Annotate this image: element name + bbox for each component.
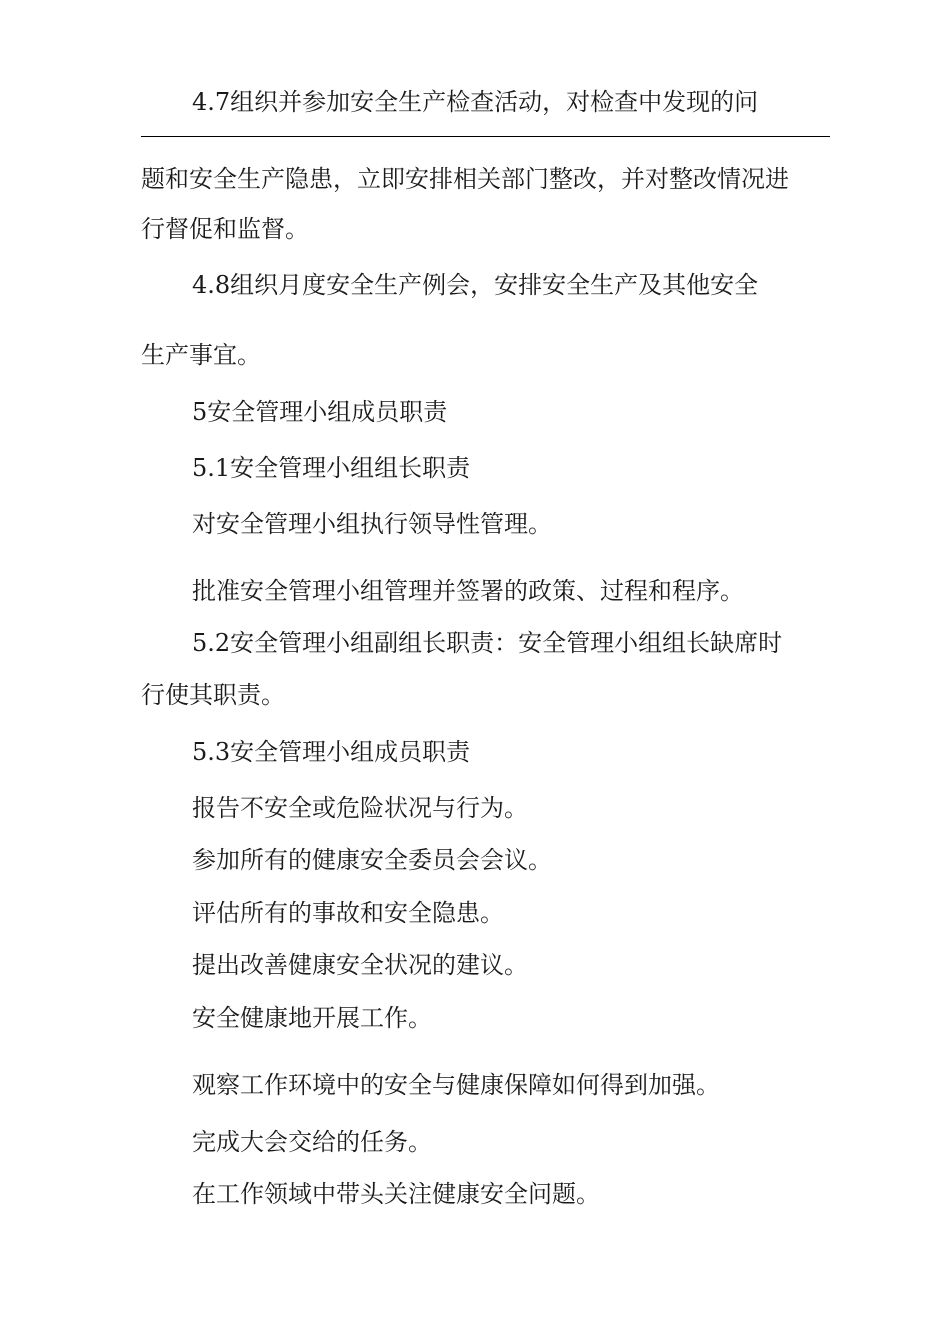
section-5-heading: 5安全管理小组成员职责 xyxy=(192,398,448,426)
section-5-3-item-6: 观察工作环境中的安全与健康保障如何得到加强。 xyxy=(192,1071,720,1099)
section-5-1-item-1: 对安全管理小组执行领导性管理。 xyxy=(192,510,552,538)
section-5-3-item-2: 参加所有的健康安全委员会会议。 xyxy=(192,846,552,874)
section-5-3-heading: 5.3安全管理小组成员职责 xyxy=(192,738,471,766)
horizontal-rule xyxy=(141,136,830,137)
paragraph-4-7-line-2: 题和安全生产隐患，立即安排相关部门整改，并对整改情况进 xyxy=(141,165,789,193)
section-5-2-line-1: 5.2安全管理小组副组长职责：安全管理小组组长缺席时 xyxy=(192,629,783,657)
paragraph-4-7-line-3: 行督促和监督。 xyxy=(141,215,309,243)
section-5-2-line-2: 行使其职责。 xyxy=(141,681,285,709)
paragraph-4-7-line-1: 4.7组织并参加安全生产检查活动，对检查中发现的问 xyxy=(192,88,759,116)
section-5-3-item-1: 报告不安全或危险状况与行为。 xyxy=(192,794,528,822)
section-5-3-item-5: 安全健康地开展工作。 xyxy=(192,1004,432,1032)
section-5-1-heading: 5.1安全管理小组组长职责 xyxy=(192,454,471,482)
paragraph-4-8-line-2: 生产事宜。 xyxy=(141,341,261,369)
section-5-3-item-4: 提出改善健康安全状况的建议。 xyxy=(192,951,528,979)
section-5-3-item-7: 完成大会交给的任务。 xyxy=(192,1128,432,1156)
section-5-1-item-2: 批准安全管理小组管理并签署的政策、过程和程序。 xyxy=(192,577,744,605)
section-5-3-item-8: 在工作领域中带头关注健康安全问题。 xyxy=(192,1180,600,1208)
section-5-3-item-3: 评估所有的事故和安全隐患。 xyxy=(192,899,504,927)
paragraph-4-8-line-1: 4.8组织月度安全生产例会，安排安全生产及其他安全 xyxy=(192,271,759,299)
